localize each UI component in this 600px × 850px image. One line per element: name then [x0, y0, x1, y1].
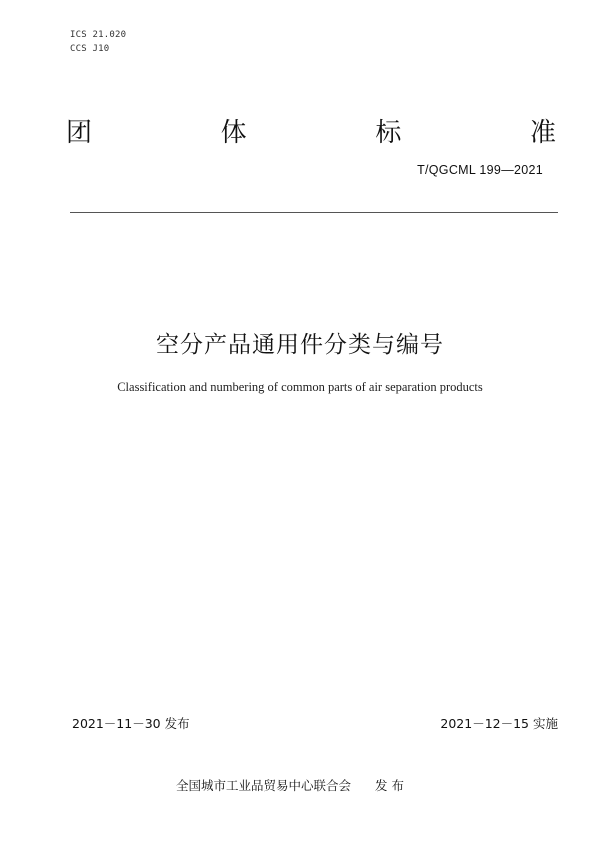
- standard-number: T/QGCML 199—2021: [417, 163, 543, 177]
- issue-date: 2021－11－30 发布: [72, 716, 190, 731]
- document-title-english: Classification and numbering of common parts of air separation products: [117, 380, 483, 394]
- standard-type-char: 标: [375, 118, 402, 148]
- standard-type-char: 团: [66, 118, 93, 148]
- publisher-name: 全国城市工业品贸易中心联合会: [176, 778, 352, 793]
- standard-type-char: 体: [220, 118, 247, 148]
- document-title-chinese: 空分产品通用件分类与编号: [156, 332, 444, 358]
- publisher-suffix: 发 布: [375, 778, 404, 793]
- implementation-date: 2021－12－15 实施: [440, 716, 558, 731]
- ccs-code: CCS J10: [70, 44, 110, 54]
- header-divider: [70, 212, 558, 213]
- ics-code: ICS 21.020: [70, 30, 127, 40]
- publisher-line: [176, 776, 404, 794]
- standard-type-heading: [66, 112, 556, 149]
- standard-type-char: 准: [529, 118, 556, 148]
